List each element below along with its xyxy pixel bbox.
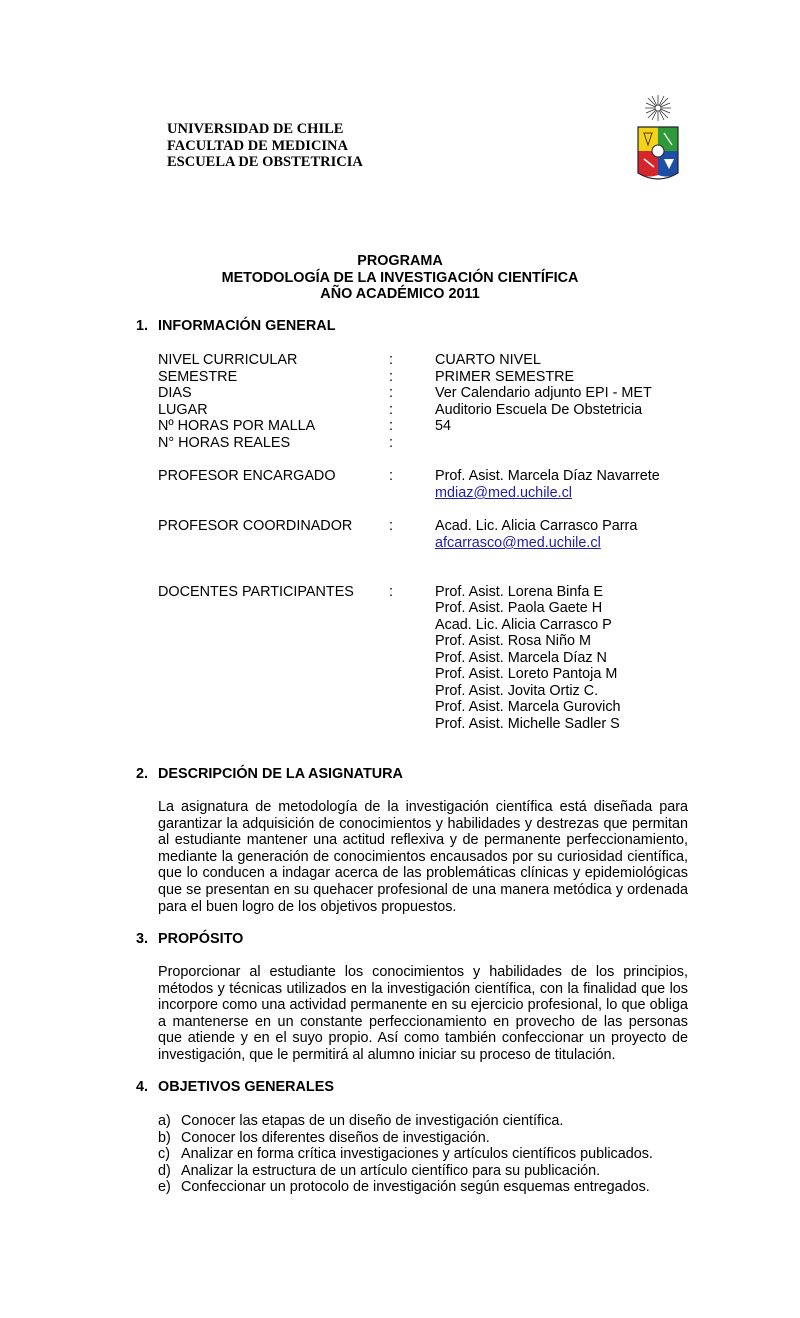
item-text: Confeccionar un protocolo de investigación según esquemas entregados. [181, 1179, 650, 1196]
info-value: 54 [435, 418, 452, 434]
info-value: Ver Calendario adjunto EPI - MET [435, 385, 652, 401]
info-colon: : [389, 518, 393, 534]
teacher-name: Prof. Asist. Michelle Sadler S [435, 716, 620, 732]
info-label: PROFESOR COORDINADOR [158, 518, 353, 534]
teacher-name: Prof. Asist. Rosa Niño M [435, 633, 591, 649]
item-letter: d) [158, 1162, 171, 1179]
info-colon: : [389, 584, 393, 600]
shield [638, 127, 678, 179]
item-text: Analizar en forma crítica investigaciones y artículos científicos publicados. [181, 1146, 653, 1163]
coordinator-name: Acad. Lic. Alicia Carrasco Parra [435, 518, 638, 534]
paragraph-line: Proporcionar al estudiante los conocimientos y habilidades de los principios, [158, 964, 688, 980]
section-title: INFORMACIÓN GENERAL [158, 318, 336, 334]
paragraph-line: que lo conducen a indagar acerca de las problemáticas clínicas y epidemiológicas [158, 865, 688, 882]
section-title: PROPÓSITO [158, 931, 244, 947]
list-item [158, 1113, 653, 1130]
paragraph-line: a mantenerse en un constante perfeccionamiento en provecho de las personas [158, 1013, 688, 1030]
teacher-name: Prof. Asist. Lorena Binfa E [435, 584, 603, 600]
info-colon: : [389, 468, 393, 484]
paragraph-line: mediante la generación de conocimientos encausados por su curiosidad científica, [158, 848, 688, 865]
paragraph-line: incorpore como una actividad permanente en su ejercicio profesional, lo que obliga [158, 997, 688, 1014]
item-letter: b) [158, 1129, 171, 1146]
teacher-name: Prof. Asist. Loreto Pantoja M [435, 666, 618, 682]
paragraph-line: métodos y técnicas utilizados en la investigación científica, con la finalidad que los [158, 980, 688, 997]
info-label: Nº HORAS POR MALLA [158, 418, 316, 434]
info-colon: : [389, 418, 393, 434]
list-item [158, 1179, 653, 1196]
info-label: SEMESTRE [158, 369, 238, 385]
info-label: NIVEL CURRICULAR [158, 352, 298, 368]
professor-email-link[interactable]: mdiaz@med.uchile.cl [435, 485, 572, 501]
program-title [0, 253, 800, 303]
teacher-name: Prof. Asist. Marcela Gurovich [435, 699, 621, 715]
objectives-list [158, 1113, 653, 1196]
section-4-heading [136, 1079, 334, 1096]
item-letter: c) [158, 1146, 170, 1163]
section-title: OBJETIVOS GENERALES [158, 1079, 334, 1095]
info-colon: : [389, 402, 393, 418]
info-value: PRIMER SEMESTRE [435, 369, 575, 385]
item-text: Analizar la estructura de un artículo científico para su publicación. [181, 1162, 601, 1179]
coordinator-email-link[interactable]: afcarrasco@med.uchile.cl [435, 535, 601, 551]
paragraph-line: La asignatura de metodología de la investigación científica está diseñada para [158, 799, 688, 815]
info-label: DIAS [158, 385, 192, 401]
school-name: ESCUELA DE OBSTETRICIA [167, 154, 363, 170]
section-number: 1. [136, 318, 149, 334]
institution-header [167, 121, 363, 171]
list-item [158, 1130, 653, 1147]
professor-name: Prof. Asist. Marcela Díaz Navarrete [435, 468, 660, 484]
section-2-heading [136, 766, 403, 783]
paragraph-line: que se presentan en su quehacer profesional de una manera metódica y ordenada [158, 881, 688, 898]
list-item [158, 1146, 653, 1163]
paragraph-line: que atiende y en el suyo propio. Así como también confeccionar un proyecto de [158, 1030, 688, 1047]
info-colon: : [389, 369, 393, 385]
university-name: UNIVERSIDAD DE CHILE [167, 121, 344, 137]
university-logo [630, 93, 686, 185]
paragraph-line: investigación, que le permitirá al alumno iniciar su proceso de titulación. [158, 1046, 616, 1063]
title-line-1: PROGRAMA [357, 253, 443, 269]
section-title: DESCRIPCIÓN DE LA ASIGNATURA [158, 766, 403, 782]
info-label: DOCENTES PARTICIPANTES [158, 584, 354, 600]
info-label: LUGAR [158, 402, 208, 418]
teacher-name: Prof. Asist. Jovita Ortiz C. [435, 683, 599, 699]
info-colon: : [389, 435, 393, 451]
info-label: PROFESOR ENCARGADO [158, 468, 336, 484]
item-letter: a) [158, 1113, 171, 1129]
paragraph-line: garantizar la adquisición de conocimientos y habilidades y destrezas que permitan [158, 815, 688, 832]
teacher-name: Prof. Asist. Paola Gaete H [435, 600, 603, 616]
section-number: 4. [136, 1079, 149, 1095]
item-letter: e) [158, 1179, 171, 1196]
title-line-2: METODOLOGÍA DE LA INVESTIGACIÓN CIENTÍFICA [221, 269, 579, 286]
info-colon: : [389, 385, 393, 401]
paragraph-line: para el buen logro de los objetivos propuestos. [158, 898, 457, 915]
section-1-heading [136, 318, 335, 335]
list-item [158, 1163, 653, 1180]
course-description [158, 799, 688, 915]
section-number: 3. [136, 931, 149, 947]
section-3-heading [136, 931, 243, 948]
info-label: N° HORAS REALES [158, 435, 291, 451]
title-line-3: AÑO ACADÉMICO 2011 [320, 286, 480, 303]
paragraph-line: al estudiante mantener una actitud reflexiva y de permanente perfeccionamiento, [158, 832, 688, 849]
info-value: CUARTO NIVEL [435, 352, 541, 368]
info-colon: : [389, 352, 393, 368]
teacher-name: Acad. Lic. Alicia Carrasco P [435, 617, 612, 633]
item-text: Conocer las etapas de un diseño de investigación científica. [181, 1113, 564, 1129]
faculty-name: FACULTAD DE MEDICINA [167, 137, 348, 154]
section-number: 2. [136, 766, 149, 782]
teacher-name: Prof. Asist. Marcela Díaz N [435, 650, 607, 666]
info-value: Auditorio Escuela De Obstetricia [435, 402, 643, 418]
item-text: Conocer los diferentes diseños de investigación. [181, 1129, 490, 1146]
course-purpose [158, 964, 688, 1064]
star-center [655, 105, 661, 111]
